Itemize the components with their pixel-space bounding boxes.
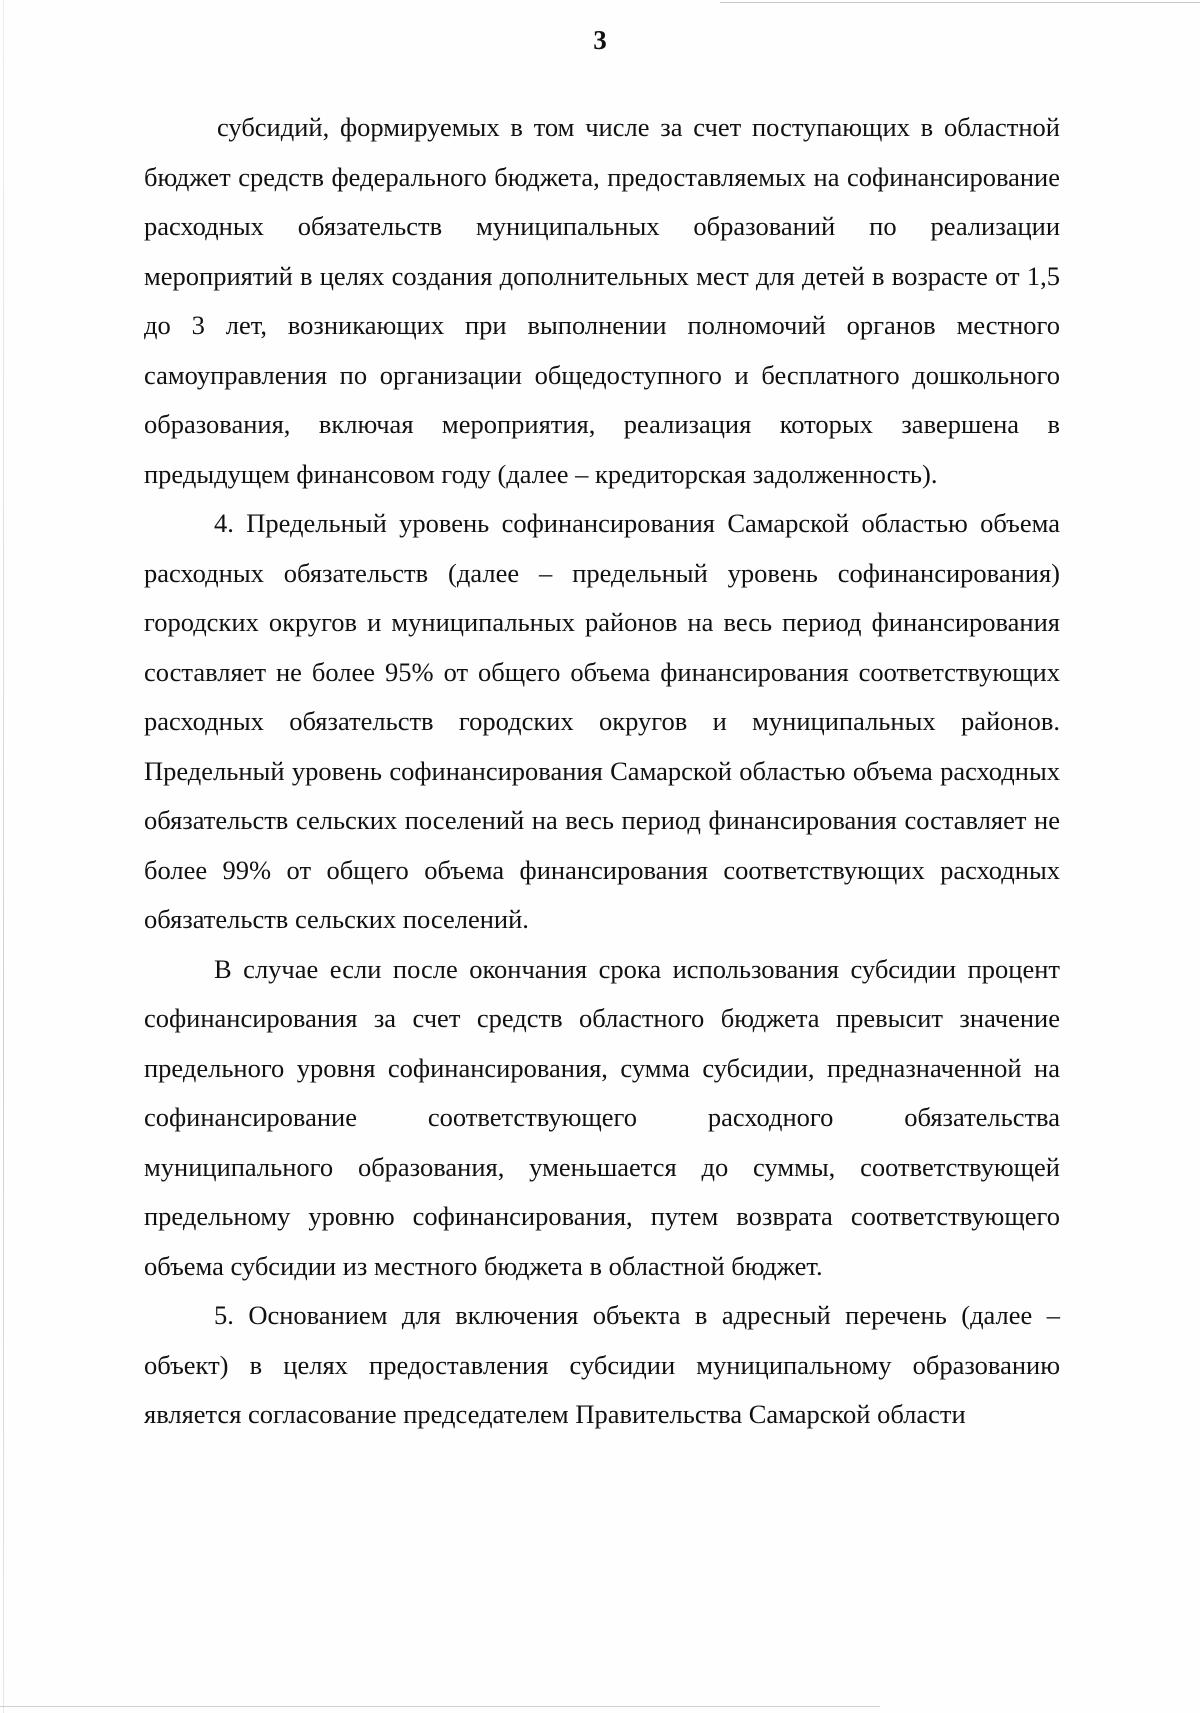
page-number: 3 <box>593 25 607 55</box>
paragraph-overage-case: В случае если после окончания срока использования субсидии процент софинансирования за счет средств областного бюджета превысит значение предельного уровня софинансирования, сумма субсидии, предназначенной на софинансирование соответствующего расходного обязательства муниципального образования, уменьшается до суммы, соответствующей предельному уровню софинансирования, путем возврата соответствующего объема субсидии из местного бюджета в областной бюджет. <box>144 953 1060 1281</box>
paragraph-continuation: субсидий, формируемых в том числе за счет поступающих в областной бюджет средств федерального бюджета, предоставляемых на софинансирование расходных обязательств муниципальных образований по реализации мероприятий в целях создания дополнительных мест для детей в возрасте от 1,5 до 3 лет, возникающих при выполнении полномочий органов местного самоуправления по организации общедоступного и бесплатного дошкольного образования, включая мероприятия, реализация которых завершена в предыдущем финансовом году (далее – кредиторская задолженность). <box>144 112 1060 489</box>
document-body <box>144 103 1060 1440</box>
paragraph-item-5: 5. Основанием для включения объекта в адресный перечень (далее – объект) в целях предоставления субсидии муниципальному образованию является согласование председателем Правительства Самарской области <box>144 1300 1060 1429</box>
paragraph-item-4: 4. Предельный уровень софинансирования Самарской областью объема расходных обязательств (далее – предельный уровень софинансирования) городских округов и муниципальных районов на весь период финансирования составляет не более 95% от общего объема финансирования соответствующих расходных обязательств городских округов и муниципальных районов. Предельный уровень софинансирования Самарской областью объема расходных обязательств сельских поселений на весь период финансирования составляет не более 99% от общего объема финансирования соответствующих расходных обязательств сельских поселений. <box>144 508 1060 934</box>
scan-edge-top <box>720 2 1200 3</box>
scan-edge-bottom <box>0 1706 880 1707</box>
scan-edge-left <box>3 0 4 1713</box>
